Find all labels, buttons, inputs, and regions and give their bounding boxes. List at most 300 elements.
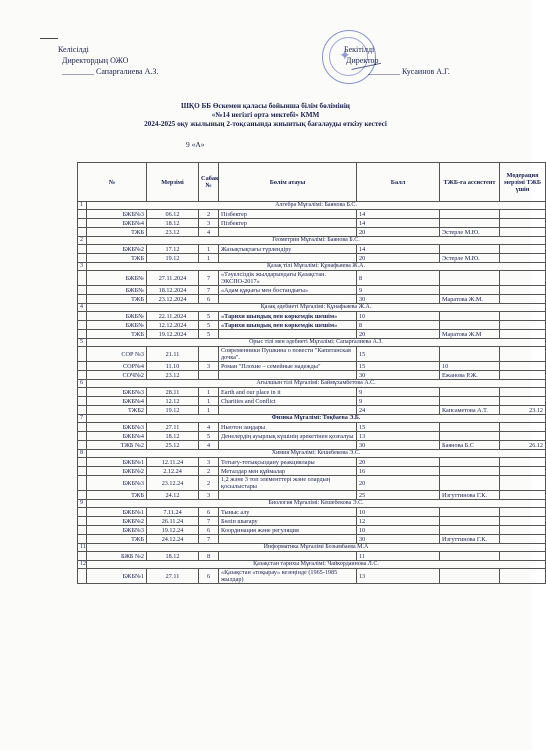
cell-moderation [500, 517, 546, 526]
cell-score: 20 [357, 330, 440, 339]
cell-date: 18.12 [147, 219, 199, 228]
approval-left-line: Келісілді [58, 45, 89, 54]
cell-date: 18.12 [147, 432, 199, 441]
subject-number: 7 [78, 415, 87, 423]
cell-moderation: 26.12 [500, 441, 546, 450]
cell-type: БЖБ№1 [87, 569, 147, 584]
cell-score: 14 [357, 219, 440, 228]
cell-lesson: 6 [199, 295, 219, 304]
cell-type: БЖБ№3 [87, 476, 147, 491]
cell-score: 10 [357, 312, 440, 321]
cell-empty [78, 210, 87, 219]
cell-date: 23.12.24 [147, 476, 199, 491]
cell-empty [78, 397, 87, 406]
cell-moderation [500, 228, 546, 237]
cell-type: СОР№4 [87, 362, 147, 371]
subject-title: Физика Мұғалімі: Тоқбаева Э.Б. [87, 415, 546, 423]
cell-assistant [440, 286, 500, 295]
cell-assistant [440, 210, 500, 219]
table-row [78, 219, 546, 228]
cell-empty [78, 254, 87, 263]
cell-type: БЖБ№3 [87, 423, 147, 432]
cell-score: 13 [357, 432, 440, 441]
cell-lesson: 7 [199, 517, 219, 526]
subject-number: 11 [78, 544, 87, 552]
subject-number: 3 [78, 263, 87, 271]
cell-type: БЖБ№ [87, 312, 147, 321]
cell-type: ТЖБ [87, 254, 147, 263]
cell-assistant: Изгуттинова Г.К. [440, 491, 500, 500]
cell-moderation [500, 362, 546, 371]
table-row [78, 254, 546, 263]
cell-assistant [440, 271, 500, 286]
cell-moderation [500, 569, 546, 584]
cell-date: 19.12 [147, 406, 199, 415]
cell-score: 13 [357, 569, 440, 584]
cell-score: 9 [357, 388, 440, 397]
cell-empty [78, 286, 87, 295]
table-row [78, 347, 546, 362]
cell-score: 30 [357, 295, 440, 304]
cell-type: СОР №3 [87, 347, 147, 362]
cell-empty [78, 552, 87, 561]
cell-type: ТЖБ №2 [87, 441, 147, 450]
cell-assistant [440, 388, 500, 397]
cell-assistant [440, 219, 500, 228]
col-header-lesson: Сабақ № [199, 163, 219, 202]
cell-moderation [500, 535, 546, 544]
cell-lesson: 2 [199, 476, 219, 491]
cell-section: Металдар мен құймалар [219, 467, 357, 476]
cell-empty [78, 245, 87, 254]
table-row [78, 491, 546, 500]
cell-section: Earth and our place in it [219, 388, 357, 397]
cell-empty [78, 371, 87, 380]
cell-empty [78, 321, 87, 330]
cell-assistant [440, 476, 500, 491]
cell-date: 19.12.24 [147, 526, 199, 535]
table-row [78, 441, 546, 450]
cell-type: ТЖБ [87, 491, 147, 500]
subject-title: Қазақ әдебиеті Мұғалімі: Құнафьяева Ж.А. [87, 304, 546, 312]
subject-number: 6 [78, 380, 87, 388]
cell-date: 24.12.24 [147, 535, 199, 544]
approval-right-line: Бекітілді [344, 45, 375, 54]
subject-row [78, 237, 546, 245]
table-row [78, 535, 546, 544]
subject-number: 8 [78, 450, 87, 458]
cell-assistant: Эстерле М.Ю. [440, 254, 500, 263]
cell-assistant: Ежанова Р.Ж. [440, 371, 500, 380]
cell-lesson: 1 [199, 245, 219, 254]
doc-title-line: ШҚО ББ Өскемен қаласы бойынша білім бөлімінің [181, 102, 350, 110]
approval-right-line: Директор [346, 56, 379, 65]
table-row [78, 476, 546, 491]
class-label: 9 «А» [186, 140, 205, 149]
cell-score: 24 [357, 406, 440, 415]
cell-moderation [500, 347, 546, 362]
cell-assistant [440, 432, 500, 441]
cell-section: Денелердің ауырлық күшінің әрекетінен қозғалуы [219, 432, 357, 441]
table-row [78, 467, 546, 476]
cell-section: «Қазақстан «тоқырау» кезеңінде (1965-1985 жылдар) [219, 569, 357, 584]
cell-lesson: 6 [199, 508, 219, 517]
cell-section [219, 552, 357, 561]
cell-moderation [500, 312, 546, 321]
table-row [78, 371, 546, 380]
approval-left-line: ________ Сапарғалиева А.З. [62, 67, 159, 76]
cell-moderation [500, 467, 546, 476]
subject-title: Информатика Мұғалімі Бозымбаева М.А [87, 544, 546, 552]
cell-score: 16 [357, 467, 440, 476]
subject-row [78, 304, 546, 312]
subject-number: 5 [78, 339, 87, 347]
cell-section: «Адам құқығы мен бостандығы» [219, 286, 357, 295]
subject-title: Химия Мұғалімі: Кешебекова Э.С. [87, 450, 546, 458]
table-row [78, 321, 546, 330]
cell-lesson: 7 [199, 286, 219, 295]
subject-title: Қазақстан тарихы Мұғалімі: Чайкордаинова Л.С. [87, 561, 546, 569]
cell-assistant [440, 552, 500, 561]
col-header-moderation: Модерация мерзімі ТЖБ үшін [500, 163, 546, 202]
cell-date: 12.11.24 [147, 458, 199, 467]
cell-date: 25.12 [147, 441, 199, 450]
cell-lesson: 4 [199, 441, 219, 450]
cell-type: БЖБ№ [87, 286, 147, 295]
cell-moderation [500, 491, 546, 500]
cell-empty [78, 228, 87, 237]
cell-type: БЖБ№3 [87, 388, 147, 397]
cell-type: БЖБ№1 [87, 508, 147, 517]
cell-lesson: 5 [199, 330, 219, 339]
table-row [78, 406, 546, 415]
cell-lesson [199, 347, 219, 362]
cell-assistant [440, 321, 500, 330]
cell-lesson: 4 [199, 228, 219, 237]
subject-row [78, 263, 546, 271]
cell-type: ТЖБ [87, 228, 147, 237]
cell-assistant [440, 517, 500, 526]
col-header-assistant: ТЖБ-ға ассистент [440, 163, 500, 202]
cell-empty [78, 312, 87, 321]
col-header-num: № [78, 163, 147, 202]
table-row [78, 397, 546, 406]
approval-left [58, 44, 158, 77]
doc-title-line: 2024-2025 оқу жылының 2-тоқсанында жиынтық бағалауды өткізу кестесі [144, 120, 387, 128]
cell-lesson: 3 [199, 219, 219, 228]
cell-type: БЖБ №2 [87, 552, 147, 561]
subject-title: Ағылшын тілі Мұғалімі: Баймұхамбетова А.С. [87, 380, 546, 388]
cell-empty [78, 271, 87, 286]
cell-type: БЖБ№4 [87, 397, 147, 406]
table-row [78, 423, 546, 432]
table-row [78, 362, 546, 371]
table-row [78, 569, 546, 584]
subject-row [78, 380, 546, 388]
cell-type: ТЖБ [87, 535, 147, 544]
cell-assistant [440, 569, 500, 584]
cell-empty [78, 476, 87, 491]
cell-section [219, 295, 357, 304]
cell-score: 20 [357, 458, 440, 467]
cell-moderation [500, 458, 546, 467]
assessment-table [77, 162, 546, 584]
subject-title: Алгебра Мұғалімі: Баянова Б.С. [87, 202, 546, 210]
cell-assistant: Капсаметова А.Т. [440, 406, 500, 415]
cell-date: 23.12 [147, 228, 199, 237]
col-header-date: Мерзімі [147, 163, 199, 202]
cell-section [219, 535, 357, 544]
table-row [78, 210, 546, 219]
cell-score: 30 [357, 535, 440, 544]
cell-section [219, 254, 357, 263]
cell-moderation [500, 286, 546, 295]
cell-section: Современники Пушкина о повести "Капитанская дочка". [219, 347, 357, 362]
cell-section [219, 491, 357, 500]
cell-type: ТЖБ2 [87, 406, 147, 415]
cell-score: 8 [357, 321, 440, 330]
cell-lesson: 6 [199, 526, 219, 535]
cell-score: 20 [357, 228, 440, 237]
cell-date: 26.11.24 [147, 517, 199, 526]
cell-section [219, 406, 357, 415]
subject-row [78, 500, 546, 508]
cell-assistant: Изгуттинова Г.К. [440, 535, 500, 544]
cell-assistant: 10 [440, 362, 500, 371]
cell-moderation [500, 476, 546, 491]
cell-moderation [500, 321, 546, 330]
cell-section: Тыныс алу [219, 508, 357, 517]
cell-lesson: 2 [199, 467, 219, 476]
cell-section: Charities and Conflict [219, 397, 357, 406]
cell-lesson: 7 [199, 271, 219, 286]
cell-lesson [199, 371, 219, 380]
cell-type: БЖБ№3 [87, 526, 147, 535]
cell-moderation [500, 397, 546, 406]
cell-lesson: 2 [199, 210, 219, 219]
cell-date: 23.12 [147, 371, 199, 380]
cell-moderation [500, 552, 546, 561]
cell-empty [78, 347, 87, 362]
cell-score: 12 [357, 517, 440, 526]
cell-assistant: Баянова Б.С [440, 441, 500, 450]
cell-empty [78, 441, 87, 450]
cell-date: 06.12 [147, 210, 199, 219]
cell-date: 18.12 [147, 552, 199, 561]
cell-lesson: 5 [199, 321, 219, 330]
decorative-line [40, 38, 58, 39]
cell-type: СОЧ№2 [87, 371, 147, 380]
cell-date: 11.10 [147, 362, 199, 371]
cell-assistant: Эстерле М.Ю. [440, 228, 500, 237]
cell-score: 11 [357, 552, 440, 561]
table-body [78, 202, 546, 584]
subject-row [78, 561, 546, 569]
subject-title: Орыс тілі мен әдебиеті Мұғалімі: Сапарғалиева А.З. [87, 339, 546, 347]
table-row [78, 245, 546, 254]
cell-assistant [440, 397, 500, 406]
cell-section [219, 371, 357, 380]
cell-empty [78, 330, 87, 339]
cell-empty [78, 569, 87, 584]
cell-lesson: 7 [199, 535, 219, 544]
table-row [78, 526, 546, 535]
cell-empty [78, 517, 87, 526]
cell-moderation [500, 210, 546, 219]
cell-lesson: 1 [199, 254, 219, 263]
cell-section: «Тарихи шындық пен көркемдік шешім» [219, 321, 357, 330]
cell-section: Тотығу-тотықсыздану реакциялары [219, 458, 357, 467]
cell-section: Пізбектер [219, 210, 357, 219]
cell-assistant: Маратова Ж.М. [440, 295, 500, 304]
cell-score: 20 [357, 476, 440, 491]
cell-moderation [500, 330, 546, 339]
cell-score: 8 [357, 271, 440, 286]
cell-empty [78, 526, 87, 535]
subject-number: 9 [78, 500, 87, 508]
cell-assistant [440, 467, 500, 476]
cell-assistant [440, 423, 500, 432]
approval-right-line: ________ Кусаинов А.Г. [368, 67, 450, 76]
cell-lesson: 1 [199, 388, 219, 397]
cell-empty [78, 362, 87, 371]
cell-moderation [500, 371, 546, 380]
table-row [78, 517, 546, 526]
cell-assistant [440, 245, 500, 254]
table-row [78, 388, 546, 397]
cell-section: Координация және регуляция [219, 526, 357, 535]
cell-date: 27.11.2024 [147, 271, 199, 286]
cell-empty [78, 491, 87, 500]
cell-section [219, 330, 357, 339]
cell-assistant [440, 347, 500, 362]
cell-section [219, 228, 357, 237]
cell-empty [78, 406, 87, 415]
cell-date: 7.11.24 [147, 508, 199, 517]
cell-date: 28.11 [147, 388, 199, 397]
table-row [78, 228, 546, 237]
cell-section: Роман "Плохие – семейные надежды" [219, 362, 357, 371]
cell-date: 27.11 [147, 423, 199, 432]
table-row [78, 295, 546, 304]
cell-type: БЖБ№4 [87, 432, 147, 441]
cell-empty [78, 423, 87, 432]
cell-score: 30 [357, 441, 440, 450]
table-row [78, 458, 546, 467]
table-row [78, 271, 546, 286]
cell-score: 15 [357, 362, 440, 371]
cell-section: Жазықтықтағы түрлендіру [219, 245, 357, 254]
table-row [78, 286, 546, 295]
cell-type: БЖБ№ [87, 321, 147, 330]
cell-section: Бөліп шығару [219, 517, 357, 526]
cell-assistant: Маратова Ж.М [440, 330, 500, 339]
cell-date: 24.12 [147, 491, 199, 500]
cell-moderation [500, 254, 546, 263]
cell-moderation [500, 423, 546, 432]
cell-date: 22.11.2024 [147, 312, 199, 321]
cell-lesson: 8 [199, 552, 219, 561]
subject-number: 2 [78, 237, 87, 245]
cell-score: 15 [357, 347, 440, 362]
seal-emblem-icon: ✦ [339, 49, 351, 64]
cell-moderation [500, 271, 546, 286]
cell-type: БЖБ№4 [87, 219, 147, 228]
cell-moderation [500, 219, 546, 228]
cell-type: БЖБ№3 [87, 210, 147, 219]
cell-date: 19.12 [147, 254, 199, 263]
cell-lesson: 6 [199, 569, 219, 584]
table-row [78, 312, 546, 321]
cell-lesson: 3 [199, 458, 219, 467]
cell-date: 17.12 [147, 245, 199, 254]
cell-date: 12.12 [147, 397, 199, 406]
subject-row [78, 202, 546, 210]
cell-score: 20 [357, 254, 440, 263]
cell-type: БЖБ№2 [87, 467, 147, 476]
cell-score: 14 [357, 210, 440, 219]
cell-date: 23.12.2024 [147, 295, 199, 304]
subject-title: Биология Мұғалімі: Кешебекова Э.С. [87, 500, 546, 508]
cell-date: 21.11 [147, 347, 199, 362]
cell-empty [78, 467, 87, 476]
cell-section: «Тарихи шындық пен көркемдік шешім» [219, 312, 357, 321]
cell-assistant [440, 508, 500, 517]
subject-number: 4 [78, 304, 87, 312]
cell-date: 27.11 [147, 569, 199, 584]
cell-empty [78, 388, 87, 397]
cell-moderation [500, 526, 546, 535]
table-header-row [78, 163, 546, 202]
subject-row [78, 450, 546, 458]
cell-section [219, 441, 357, 450]
cell-type: БЖБ№ [87, 271, 147, 286]
col-header-section: Бөлім атауы [219, 163, 357, 202]
doc-title-line: «№14 негізгі орта мектебі» КММ [211, 111, 320, 119]
cell-lesson: 5 [199, 432, 219, 441]
cell-score: 30 [357, 371, 440, 380]
approval-right [338, 44, 450, 77]
cell-empty [78, 295, 87, 304]
cell-date: 18.12.2024 [147, 286, 199, 295]
cell-lesson: 4 [199, 423, 219, 432]
subject-title: Геометрия Мұғалімі: Баянова Б.С. [87, 237, 546, 245]
subject-row [78, 544, 546, 552]
cell-lesson: 3 [199, 491, 219, 500]
cell-lesson: 3 [199, 362, 219, 371]
approval-left-line: Директордың ОЖО [62, 56, 129, 65]
cell-section: Пізбектер [219, 219, 357, 228]
cell-assistant [440, 526, 500, 535]
cell-score: 9 [357, 397, 440, 406]
cell-moderation [500, 388, 546, 397]
cell-empty [78, 458, 87, 467]
cell-lesson: 1 [199, 406, 219, 415]
cell-moderation: 23.12 [500, 406, 546, 415]
subject-row [78, 339, 546, 347]
cell-type: БЖБ№2 [87, 517, 147, 526]
subject-row [78, 415, 546, 423]
subject-number: 1 [78, 202, 87, 210]
cell-type: ТЖБ [87, 330, 147, 339]
cell-section: 1,2 және 3 топ элементтері және олардың қосылыстары [219, 476, 357, 491]
subject-title: Қазақ тілі Мұғалімі: Құнафьяева Ж.А. [87, 263, 546, 271]
cell-lesson: 5 [199, 312, 219, 321]
cell-empty [78, 535, 87, 544]
table-row [78, 330, 546, 339]
cell-date: 2.12.24 [147, 467, 199, 476]
cell-type: ТЖБ [87, 295, 147, 304]
